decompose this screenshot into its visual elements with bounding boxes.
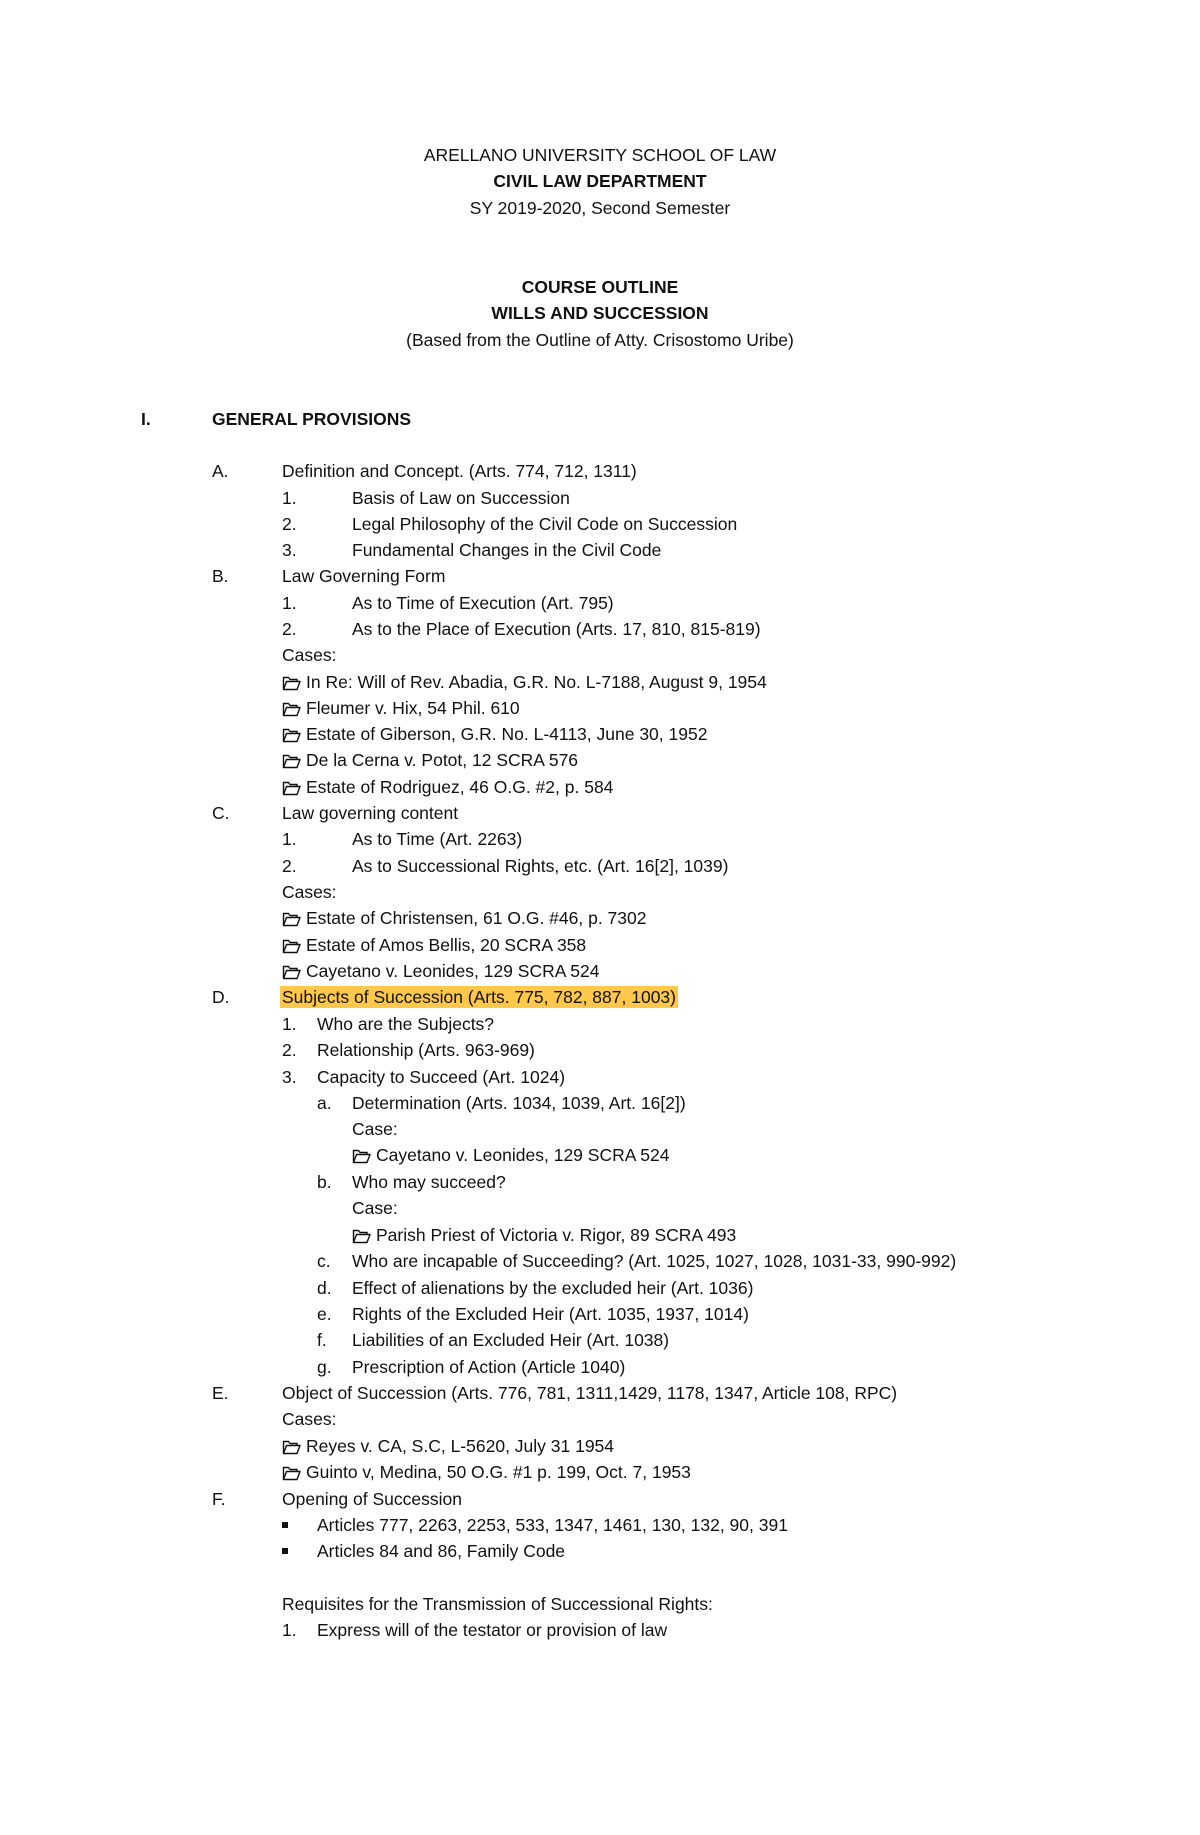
case-name: Parish Priest of Victoria v. Rigor, 89 SCRA 493 [376, 1225, 737, 1245]
sub-marker: g. [317, 1357, 332, 1377]
outline-marker-a: A. [212, 461, 229, 481]
case-name: Reyes v. CA, S.C, L-5620, July 31 1954 [306, 1436, 615, 1456]
case-item [352, 1224, 736, 1249]
topic-b-title: Law Governing Form [282, 566, 446, 586]
list-marker: 1. [282, 829, 297, 849]
sub-item: Rights of the Excluded Heir (Art. 1035, 1937, 1014) [352, 1304, 749, 1324]
list-item: Who are the Subjects? [317, 1014, 495, 1034]
outline-marker-f: F. [212, 1489, 226, 1509]
bullet-text: Articles 84 and 86, Family Code [317, 1541, 566, 1561]
case-name: In Re: Will of Rev. Abadia, G.R. No. L-7188, August 9, 1954 [306, 672, 767, 692]
case-name: De la Cerna v. Potot, 12 SCRA 576 [306, 750, 579, 770]
list-marker: 1. [282, 1014, 297, 1034]
topic-e-title: Object of Succession (Arts. 776, 781, 1311,1429, 1178, 1347, Article 108, RPC) [282, 1383, 898, 1403]
square-bullet-icon [282, 1522, 288, 1528]
department-name: CIVIL LAW DEPARTMENT [493, 171, 707, 191]
sub-item: Liabilities of an Excluded Heir (Art. 1038) [352, 1330, 670, 1350]
bullet-text: Articles 777, 2263, 2253, 533, 1347, 1461, 130, 132, 90, 391 [317, 1515, 788, 1535]
school-year: SY 2019-2020, Second Semester [469, 198, 731, 218]
sub-marker: d. [317, 1278, 332, 1298]
case-item [282, 671, 767, 696]
list-item: As to Time (Art. 2263) [352, 829, 523, 849]
case-item [282, 934, 586, 959]
folder-icon [282, 910, 301, 932]
folder-icon [282, 963, 301, 985]
folder-icon [282, 726, 301, 748]
folder-icon [282, 700, 301, 722]
cases-label: Cases: [282, 1409, 337, 1429]
list-item: Express will of the testator or provision of law [317, 1620, 668, 1640]
folder-icon [282, 937, 301, 959]
case-item [282, 776, 613, 801]
list-item: As to the Place of Execution (Arts. 17, 810, 815-819) [352, 619, 761, 639]
list-marker: 3. [282, 540, 297, 560]
folder-icon [282, 674, 301, 696]
folder-icon [282, 752, 301, 774]
highlighted-text: Subjects of Succession (Arts. 775, 782, 887, 1003) [282, 987, 676, 1007]
folder-icon [282, 1438, 301, 1460]
case-name: Fleumer v. Hix, 54 Phil. 610 [306, 698, 520, 718]
case-name: Estate of Giberson, G.R. No. L-4113, June 30, 1952 [306, 724, 708, 744]
sub-marker: e. [317, 1304, 332, 1324]
outline-marker-c: C. [212, 803, 230, 823]
square-bullet-icon [282, 1548, 288, 1554]
case-item [282, 749, 578, 774]
course-title: WILLS AND SUCCESSION [491, 303, 709, 323]
case-item [282, 1461, 691, 1486]
topic-d-title [282, 986, 678, 1008]
case-name: Cayetano v. Leonides, 129 SCRA 524 [306, 961, 600, 981]
case-name: Estate of Amos Bellis, 20 SCRA 358 [306, 935, 587, 955]
list-marker: 3. [282, 1067, 297, 1087]
cases-label: Cases: [282, 645, 337, 665]
sub-item: Prescription of Action (Article 1040) [352, 1357, 626, 1377]
requisites-title: Requisites for the Transmission of Successional Rights: [282, 1594, 713, 1614]
list-item: As to Successional Rights, etc. (Art. 16[2], 1039) [352, 856, 729, 876]
case-item [282, 723, 707, 748]
sub-marker: c. [317, 1251, 331, 1271]
cases-label: Cases: [282, 882, 337, 902]
sub-item: Determination (Arts. 1034, 1039, Art. 16[2]) [352, 1093, 686, 1113]
outline-marker-e: E. [212, 1383, 229, 1403]
folder-icon [352, 1147, 371, 1169]
school-name: ARELLANO UNIVERSITY SCHOOL OF LAW [423, 145, 777, 165]
list-marker: 2. [282, 856, 297, 876]
sub-marker: f. [317, 1330, 327, 1350]
folder-icon [282, 1464, 301, 1486]
list-item: As to Time of Execution (Art. 795) [352, 593, 614, 613]
sub-item: Effect of alienations by the excluded heir (Art. 1036) [352, 1278, 754, 1298]
folder-icon [282, 779, 301, 801]
outline-marker-b: B. [212, 566, 229, 586]
case-item [282, 907, 646, 932]
list-marker: 1. [282, 593, 297, 613]
case-item [282, 960, 599, 985]
list-marker: 2. [282, 1040, 297, 1060]
section-title: GENERAL PROVISIONS [212, 409, 412, 429]
list-marker: 2. [282, 619, 297, 639]
list-marker: 1. [282, 1620, 297, 1640]
case-label: Case: [352, 1119, 398, 1139]
case-name: Estate of Christensen, 61 O.G. #46, p. 7302 [306, 908, 647, 928]
case-name: Cayetano v. Leonides, 129 SCRA 524 [376, 1145, 670, 1165]
case-name: Estate of Rodriguez, 46 O.G. #2, p. 584 [306, 777, 614, 797]
sub-marker: b. [317, 1172, 332, 1192]
list-item: Basis of Law on Succession [352, 488, 570, 508]
document-title: COURSE OUTLINE [521, 277, 679, 297]
case-item [352, 1144, 669, 1169]
list-item: Legal Philosophy of the Civil Code on Succession [352, 514, 738, 534]
list-marker: 2. [282, 514, 297, 534]
bullet-item [282, 1540, 288, 1562]
list-marker: 1. [282, 488, 297, 508]
case-item [282, 1435, 614, 1460]
sub-item: Who may succeed? [352, 1172, 506, 1192]
list-item: Relationship (Arts. 963-969) [317, 1040, 535, 1060]
topic-a-title: Definition and Concept. (Arts. 774, 712, 1311) [282, 461, 637, 481]
list-item: Capacity to Succeed (Art. 1024) [317, 1067, 566, 1087]
section-number: I. [141, 409, 151, 429]
case-label: Case: [352, 1198, 398, 1218]
topic-f-title: Opening of Succession [282, 1489, 462, 1509]
case-item [282, 697, 520, 722]
outline-marker-d: D. [212, 987, 230, 1007]
document-subtitle: (Based from the Outline of Atty. Crisostomo Uribe) [406, 330, 794, 350]
sub-item: Who are incapable of Succeeding? (Art. 1025, 1027, 1028, 1031-33, 990-992) [352, 1251, 957, 1271]
list-item: Fundamental Changes in the Civil Code [352, 540, 662, 560]
bullet-item [282, 1514, 288, 1536]
folder-icon [352, 1227, 371, 1249]
topic-c-title: Law governing content [282, 803, 459, 823]
sub-marker: a. [317, 1093, 332, 1113]
case-name: Guinto v, Medina, 50 O.G. #1 p. 199, Oct. 7, 1953 [306, 1462, 691, 1482]
